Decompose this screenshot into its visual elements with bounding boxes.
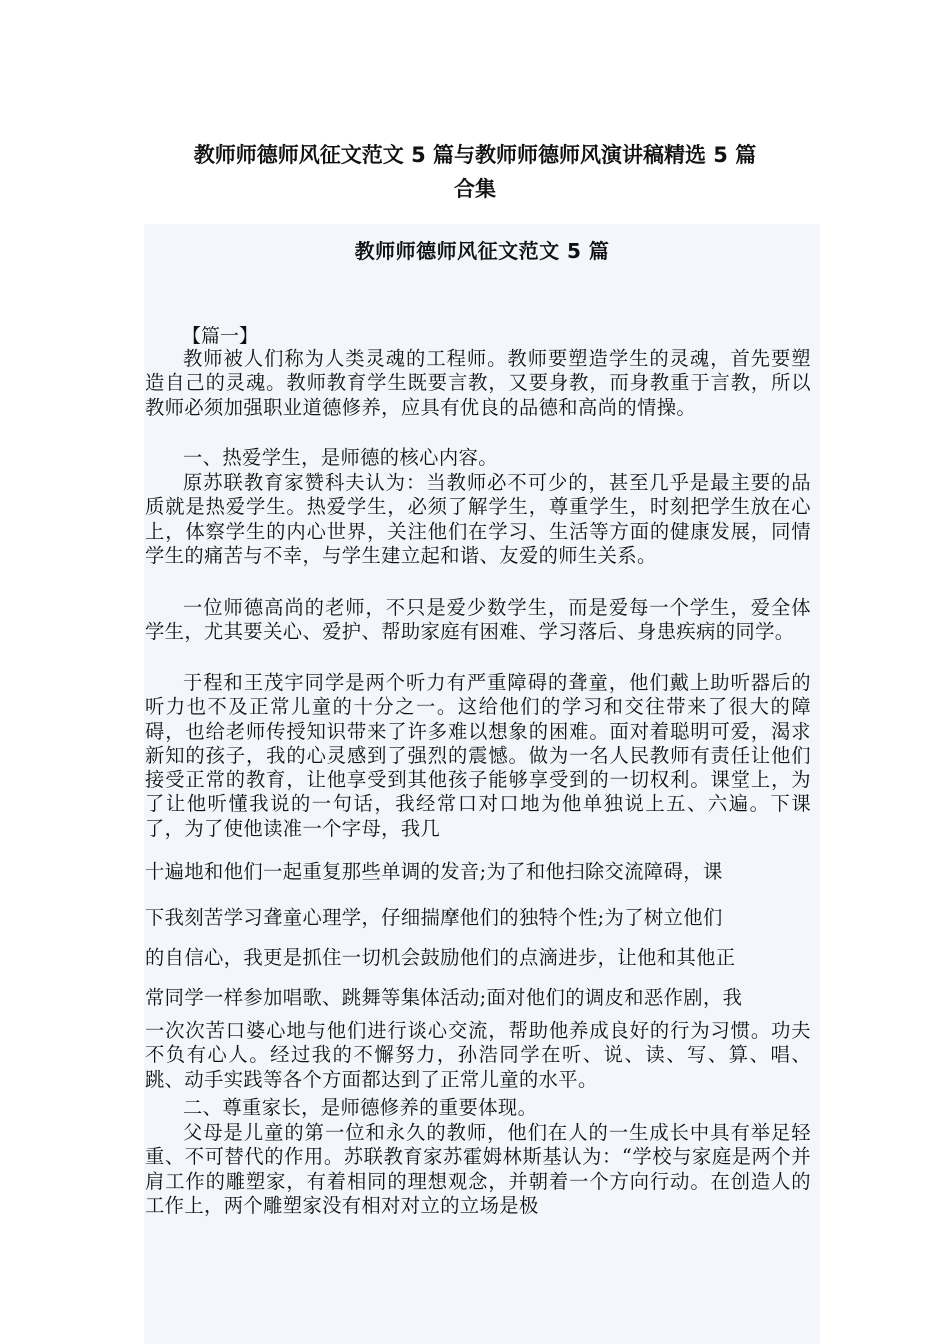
document-title-line-1: 教师师德师风征文范文 5 篇与教师师德师风演讲稿精选 5 篇 [193,143,757,167]
paragraph-story-line-1: 十遍地和他们一起重复那些单调的发音;为了和他扫除交流障碍，课 [145,860,723,883]
chapter-label: 【篇一】 [182,325,259,347]
section-heading: 教师师德师风征文范文 5 篇 [354,239,610,263]
paragraph-point-one-heading: 一、热爱学生，是师德的核心内容。 [183,446,498,469]
paragraph-love-students: 原苏联教育家赞科夫认为：当教师必不可少的，甚至几乎是最主要的品质就是热爱学生。热爱学生，必须了解学生，尊重学生，时刻把学生放在心上，体察学生的内心世界，关注他们在学习、生活等方面的健康发展，同情学生的痛苦与不幸，与学生建立起和谐、友爱的师生关系。 [145,471,811,567]
paragraph-deaf-students-story: 于程和王茂宇同学是两个听力有严重障碍的聋童，他们戴上助听器后的听力也不及正常儿童的十分之一。这给他们的学习和交往带来了很大的障碍，也给老师传授知识带来了许多难以想象的困难。面对着聪明可爱，渴求新知的孩子，我的心灵感到了强烈的震憾。做为一名人民教师有责任让他们接受正常的教育，让他享受到其他孩子能够享受到的一切权利。课堂上，为了让他听懂我说的一句话，我经常口对口地为他单独说上五、六遍。下课了，为了使他读准一个字母，我几 [145,671,811,840]
paragraph-story-line-2: 下我刻苦学习聋童心理学，仔细揣摩他们的独特个性;为了树立他们 [145,906,723,929]
paragraph-story-conclusion: 一次次苦口婆心地与他们进行谈心交流，帮助他养成良好的行为习惯。功夫不负有心人。经过我的不懈努力，孙浩同学在听、说、读、写、算、唱、跳、动手实践等各个方面都达到了正常儿童的水平。 [145,1019,811,1091]
paragraph-point-two-heading: 二、尊重家长，是师德修养的重要体现。 [183,1096,538,1119]
paragraph-respect-parents: 父母是儿童的第一位和永久的教师，他们在人的一生成长中具有举足轻重、不可替代的作用。苏联教育家苏霍姆林斯基认为：“学校与家庭是两个并肩工作的雕塑家，有着相同的理想观念，并朝着一个方向行动。在创造人的工作上，两个雕塑家没有相对对立的立场是极 [145,1121,811,1217]
document-title-line-2: 合集 [454,177,496,201]
paragraph-story-line-3: 的自信心，我更是抓住一切机会鼓励他们的点滴进步，让他和其他正 [145,946,736,969]
paragraph-intro: 教师被人们称为人类灵魂的工程师。教师要塑造学生的灵魂，首先要塑造自己的灵魂。教师教育学生既要言教，又要身教，而身教重于言教，所以教师必须加强职业道德修养，应具有优良的品德和高尚的情操。 [145,347,811,419]
paragraph-story-line-4: 常同学一样参加唱歌、跳舞等集体活动;面对他们的调皮和恶作剧，我 [145,986,743,1009]
paragraph-love-every-student: 一位师德高尚的老师，不只是爱少数学生，而是爱每一个学生，爱全体学生，尤其要关心、爱护、帮助家庭有困难、学习落后、身患疾病的同学。 [145,596,811,644]
